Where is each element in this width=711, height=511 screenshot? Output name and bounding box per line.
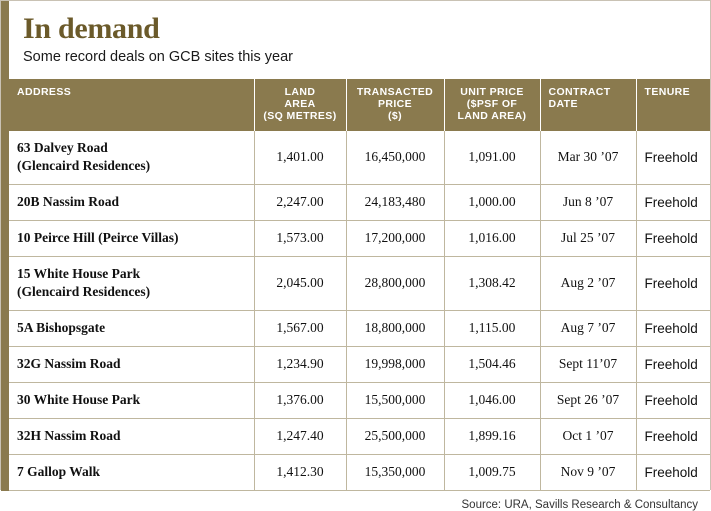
table-row	[9, 257, 710, 311]
table-row	[9, 383, 710, 419]
page-subtitle: Some record deals on GCB sites this year	[23, 49, 293, 65]
cell-address	[9, 383, 254, 419]
column-header-land-area-line-2: AREA	[284, 98, 316, 110]
cell-land-area: 2,247.00	[254, 185, 346, 221]
table-row	[9, 347, 710, 383]
cell-address	[9, 347, 254, 383]
source-note: Source: URA, Savills Research & Consultancy	[461, 499, 698, 511]
column-header-contract-date-line-1: CONTRACT	[548, 86, 611, 98]
column-header-address	[9, 79, 254, 131]
address-line-1: 7 Gallop Walk	[17, 464, 101, 479]
cell-transacted-price: 25,500,000	[346, 419, 444, 455]
address-line-1: 10 Peirce Hill (Peirce Villas)	[17, 230, 179, 245]
column-header-contract-date-line-2: DATE	[548, 98, 578, 110]
address-line-1: 30 White House Park	[17, 392, 141, 407]
cell-transacted-price: 19,998,000	[346, 347, 444, 383]
address-line-2: (Glencaird Residences)	[17, 158, 151, 173]
cell-land-area: 1,412.30	[254, 455, 346, 491]
address-line-1: 63 Dalvey Road	[17, 140, 108, 155]
table-row	[9, 185, 710, 221]
cell-address	[9, 419, 254, 455]
column-header-tenure	[636, 79, 710, 131]
cell-tenure: Freehold	[636, 311, 710, 347]
cell-land-area: 2,045.00	[254, 257, 346, 311]
cell-contract-date: Mar 30 ’07	[540, 131, 636, 185]
column-header-land-area	[254, 79, 346, 131]
cell-unit-price: 1,091.00	[444, 131, 540, 185]
cell-transacted-price: 28,800,000	[346, 257, 444, 311]
cell-tenure: Freehold	[636, 455, 710, 491]
cell-contract-date: Nov 9 ’07	[540, 455, 636, 491]
column-header-tenure-line-1: TENURE	[644, 86, 691, 98]
cell-address	[9, 311, 254, 347]
cell-address	[9, 185, 254, 221]
cell-tenure: Freehold	[636, 347, 710, 383]
cell-contract-date: Sept 26 ’07	[540, 383, 636, 419]
table-header-row	[9, 79, 710, 131]
cell-transacted-price: 15,350,000	[346, 455, 444, 491]
cell-tenure: Freehold	[636, 419, 710, 455]
cell-transacted-price: 24,183,480	[346, 185, 444, 221]
cell-transacted-price: 17,200,000	[346, 221, 444, 257]
table-row	[9, 131, 710, 185]
cell-contract-date: Jul 25 ’07	[540, 221, 636, 257]
address-line-1: 20B Nassim Road	[17, 194, 120, 209]
column-header-transacted-price-line-2: PRICE	[377, 98, 413, 110]
cell-unit-price: 1,000.00	[444, 185, 540, 221]
cell-land-area: 1,234.90	[254, 347, 346, 383]
table-row	[9, 311, 710, 347]
address-line-2: (Glencaird Residences)	[17, 284, 151, 299]
column-header-transacted-price-line-3: ($)	[387, 110, 403, 122]
left-accent-bar	[1, 1, 9, 491]
table-row	[9, 221, 710, 257]
cell-address	[9, 131, 254, 185]
cell-transacted-price: 16,450,000	[346, 131, 444, 185]
table-row	[9, 455, 710, 491]
cell-unit-price: 1,308.42	[444, 257, 540, 311]
column-header-contract-date	[540, 79, 636, 131]
table-body	[9, 131, 710, 491]
cell-unit-price: 1,016.00	[444, 221, 540, 257]
cell-unit-price: 1,899.16	[444, 419, 540, 455]
cell-land-area: 1,573.00	[254, 221, 346, 257]
column-header-unit-price-line-1: UNIT PRICE	[460, 86, 524, 98]
column-header-unit-price-line-2: ($PSF OF	[466, 98, 518, 110]
cell-tenure: Freehold	[636, 221, 710, 257]
content-area	[9, 1, 710, 511]
page-title: In demand	[23, 12, 160, 45]
address-line-1: 32G Nassim Road	[17, 356, 121, 371]
cell-address	[9, 455, 254, 491]
column-header-land-area-line-1: LAND	[284, 86, 316, 98]
column-header-address-line-1: ADDRESS	[17, 86, 72, 98]
cell-tenure: Freehold	[636, 131, 710, 185]
column-header-transacted-price	[346, 79, 444, 131]
cell-unit-price: 1,115.00	[444, 311, 540, 347]
cell-transacted-price: 15,500,000	[346, 383, 444, 419]
cell-contract-date: Jun 8 ’07	[540, 185, 636, 221]
header-block	[9, 1, 710, 79]
address-line-1: 32H Nassim Road	[17, 428, 121, 443]
cell-land-area: 1,247.40	[254, 419, 346, 455]
cell-contract-date: Sept 11’07	[540, 347, 636, 383]
cell-contract-date: Aug 7 ’07	[540, 311, 636, 347]
cell-tenure: Freehold	[636, 257, 710, 311]
column-header-land-area-line-3: (SQ METRES)	[263, 110, 337, 122]
cell-transacted-price: 18,800,000	[346, 311, 444, 347]
cell-land-area: 1,376.00	[254, 383, 346, 419]
cell-land-area: 1,567.00	[254, 311, 346, 347]
column-header-unit-price-line-3: LAND AREA)	[457, 110, 527, 122]
column-header-transacted-price-line-1: TRANSACTED	[356, 86, 434, 98]
cell-unit-price: 1,046.00	[444, 383, 540, 419]
cell-address	[9, 221, 254, 257]
cell-contract-date: Aug 2 ’07	[540, 257, 636, 311]
cell-unit-price: 1,504.46	[444, 347, 540, 383]
cell-unit-price: 1,009.75	[444, 455, 540, 491]
gcb-deals-table	[9, 79, 710, 491]
cell-land-area: 1,401.00	[254, 131, 346, 185]
cell-tenure: Freehold	[636, 383, 710, 419]
cell-tenure: Freehold	[636, 185, 710, 221]
cell-address	[9, 257, 254, 311]
cell-contract-date: Oct 1 ’07	[540, 419, 636, 455]
table-header	[9, 79, 710, 131]
table-row	[9, 419, 710, 455]
column-header-unit-price	[444, 79, 540, 131]
address-line-1: 15 White House Park	[17, 266, 141, 281]
address-line-1: 5A Bishopsgate	[17, 320, 106, 335]
